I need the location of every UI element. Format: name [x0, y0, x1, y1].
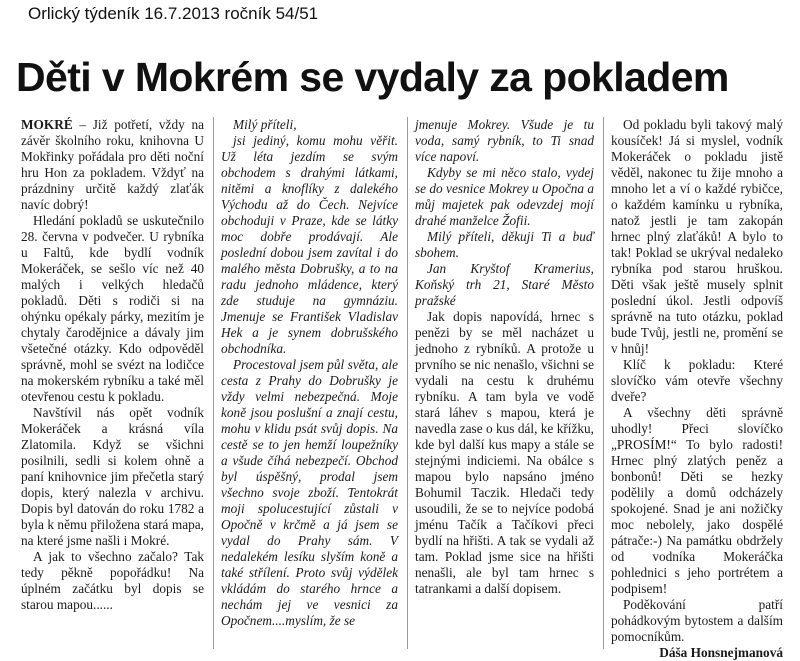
letter-paragraph: Kdyby se mi něco stalo, vydej se do vesnice Mokrey u Opočna a můj majetek pak odevzdej mojí drahé manželce Žofii.: [415, 165, 594, 228]
paragraph: Hledání pokladů se uskutečnilo 28. června v podvečer. U rybníka u Faltů, kde bydlí vodník Mokeráček, se sešlo víc než 40 malých i velkých hledačů pokladů. Děti s rodiči si na ohýnku opékaly párky, mezitím je chytaly čarodějnice a dávaly jim všetečné otázky. Kdo odpověděl správně, mohl se svézt na lodičce na mokerském rybníku a také měl otevřenou cestu k pokladu.: [21, 213, 204, 404]
paragraph: A jak to všechno začalo? Tak tedy pěkně popořádku! Na úplném začátku byl dopis se starou mapou......: [21, 549, 204, 612]
letter-signature: Jan Kryštof Kramerius, Koňský trh 21, Staré Město pražské: [415, 261, 594, 308]
paragraph: Od pokladu byli takový malý kousíček! Já si myslel, vodník Mokeráček o pokladu jistě věděl, nakonec tu žije mnoho a mnoho let a ví o každé rybičce, o každém kamínku u rybníka, natož jestli je tam zakopán hrnec plný zlaťáků! A bylo to tak! Poklad se ukrýval nedaleko rybníka pod starou hruškou. Děti však ještě musely splnit poslední úkol. Jestli odpovíš správně na tuto otázku, poklad bude Tvůj, jestli ne, promění se v hnůj!: [611, 117, 783, 356]
article-body: [14, 117, 792, 660]
letter-paragraph: Procestoval jsem půl světa, ale cesta z Prahy do Dobrušky je vždy velmi nebezpečná. Moje koně jsou poslušní a znají cestu, mohu v klidu psát svůj dopis. Na cestě se to jen hemží loupežníky a všude číhá nebezpečí. Obchod byl úspěšný, prodal jsem všechno svoje zboží. Tentokrát moji spolucestující zůstali v Opočně v krčmě a já jsem se vydal do Prahy sám. V nedalekém lesíku slyším koně a také střílení. Proto svůj výdělek vkládám do starého hrnce a nechám jej ve vesnici za Opočnem....myslím, že se: [221, 357, 398, 628]
article-headline: Děti v Mokrém se vydaly za pokladem: [16, 54, 729, 100]
paragraph-text: – Již potřetí, vždy na závěr školního roku, knihovna U Mokřinky pořádala pro děti noční hru Hon za pokladem. Vždyť na prázdniny určitě každý zlaťák navíc dobrý!: [21, 117, 204, 212]
paragraph: A všechny děti správně uhodly! Přeci slovíčko „PROSÍM!“ To bylo radosti! Hrnec plný zlatých peněz a bonbonů! Děti se hezky podělily a domů odcházely spokojené. Snad je ani nožičky moc nebolely, jako dospělé pátrače:-) Na památku obdržely od vodníka Mokeráčka pohlednici s jeho portrétem a podpisem!: [611, 405, 783, 596]
paragraph: Klíč k pokladu: Které slovíčko vám otevře všechny dveře?: [611, 357, 783, 404]
paragraph: Jak dopis napovídá, hrnec s penězi by se měl nacházet u jednoho z rybníků. A protože u prvního se nic nenašlo, všichni se vydali na cestu k druhému rybníku. A tam byla ve vodě stará láhev s mapou, která je navedla zase o kus dál, ke křížku, kde byl další kus mapy a stále se stejnými indiciemi. Na obálce s mapou bylo napsáno jméno Bohumil Taczik. Hledači tedy usoudili, že se to nejvíce podobá jménu Tačík a Tačíkovi přeci bydlí na hřišti. A tak se vydali až tam. Poklad jsme sice na hřišti nenašli, ale byl tam hrnec s tatrankami a další dopisem.: [415, 309, 594, 596]
newspaper-source-line: Orlický týdeník 16.7.2013 ročník 54/51: [28, 4, 319, 23]
column-1: [14, 117, 214, 649]
letter-salutation: Milý příteli,: [233, 117, 297, 132]
column-3: [408, 117, 604, 649]
letter-paragraph: jsi jediný, komu mohu věřit. Už léta jezdím se svým obchodem s drahými látkami, nitěmi a knoflíky z dalekého Východu až do Čech. Nejvíce obchoduji v Praze, kde se látky moc dobře prodávají. Ale poslední dobou jsem zavítal i do malého města Dobrušky, a to na radu jednoho mládence, který zde studuje na gymnáziu. Jmenuje se František Vladislav Hek a je synem dobrušského obchodníka.: [221, 133, 398, 356]
letter-paragraph: jmenuje Mokrey. Všude je tu voda, samý rybník, to Ti snad více napoví.: [415, 117, 594, 164]
column-2: [214, 117, 408, 649]
dateline-location: MOKRÉ: [21, 117, 73, 132]
paragraph: Navštívil nás opět vodník Mokeráček a krásná víla Zlatomila. Když se všichni posilnili, sedli si kolem ohně a paní knihovnice jim přečetla starý dopis, který nalezla v archivu. Dopis byl datován do roku 1782 a byla k němu přiložena stará mapa, na které jsme našli i Mokré.: [21, 405, 204, 548]
article-author: Dáša Honsnejmanová: [659, 645, 783, 660]
column-4: [604, 117, 792, 660]
paragraph: [21, 117, 204, 213]
paragraph: Poděkování patří pohádkovým bytostem a dalším pomocníkům.: [611, 597, 783, 644]
letter-closing: Milý příteli, děkuji Ti a buď sbohem.: [415, 229, 594, 260]
